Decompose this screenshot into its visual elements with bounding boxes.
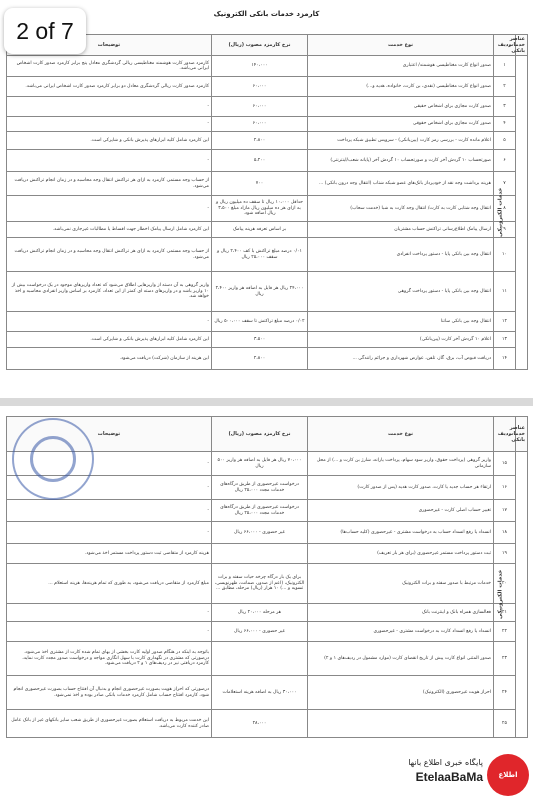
rate-cell: ۶۰،۰۰۰ [212, 77, 308, 97]
table-row [7, 272, 528, 312]
service-cell: صدور المثنی انواع کارت پیش از تاریخ انقضای کارت (موارد مشمول در ردیف‌های ۱ و ۲) [308, 642, 494, 676]
service-cell: ثبت دستور پرداخت مستمر غیرحضوری (برای هر بار تعریف) [308, 544, 494, 564]
rate-cell: بر اساس تعرفه هزینه پیامک [212, 222, 308, 238]
header-service: نوع خدمت [308, 35, 494, 56]
notes-cell: از حساب وجه مستمر، کارمزد به ازای هر تراکنش انتقال وجه محاسبه و در زمان انجام تراکنش دریافت می‌شود. [7, 172, 212, 196]
table-row [7, 117, 528, 132]
service-cell: خدمات مرتبط با صدور سفته و برات الکترونیک [308, 564, 494, 604]
document-page-1 [0, 0, 533, 398]
service-cell: انسداد یا رفع انسداد حساب به درخواست مشتری - غیرحضوری (کلیه حساب‌ها) [308, 522, 494, 544]
row-number: ۱۴ [494, 348, 516, 370]
service-cell: صدور انواع کارت مغناطیسی (نقدی، بن کارت، خانواده، هدیه و...) [308, 77, 494, 97]
rate-cell: غیر حضوری - ۶۶،۰۰۰ ریال [212, 522, 308, 544]
rate-cell: هر مرحله ۲۰،۰۰۰ ریال [212, 604, 308, 622]
notes-cell: - [7, 312, 212, 332]
service-cell: انسداد یا رفع انسداد کارت به درخواست مشتری - غیرحضوری [308, 622, 494, 642]
bank-seal-stamp [12, 418, 94, 500]
table-row [7, 604, 528, 622]
service-cell: هزینه برداشت وجه نقد از خودپرداز بانک‌های عضو شبکه شتاب (انتقال وجه درون بانکی) ... [308, 172, 494, 196]
row-number: ۱۹ [494, 544, 516, 564]
table-row [7, 564, 528, 604]
notes-cell: - [7, 452, 212, 476]
service-cell: ارتقاء هر حساب جدید یا کارت، صدور کارت هدیه (پس از صدور کارت) [308, 476, 494, 500]
table-row [7, 172, 528, 196]
table-row [7, 150, 528, 172]
row-number: ۱۱ [494, 272, 516, 312]
service-cell: صدور کارت مجازی برای اشخاص حقیقی [308, 97, 494, 117]
row-number: ۸ [494, 196, 516, 222]
rate-cell: ۲،۸۰۰ [212, 348, 308, 370]
table-row [7, 710, 528, 738]
service-cell: تغییر حساب اصلی کارت - غیرحضوری [308, 500, 494, 522]
row-number: ۷ [494, 172, 516, 196]
table-row [7, 332, 528, 348]
notes-cell: - [7, 622, 212, 642]
row-number: ۱۸ [494, 522, 516, 544]
header-notes: توضیحات [7, 35, 212, 56]
service-cell: اعلام ۱۰ گردش آخر کارت (پین‌بانکی) [308, 332, 494, 348]
service-cell: انتقال وجه بین بانکی پایا - دستور پرداخت انفرادی [308, 238, 494, 272]
notes-cell: هزینه کارمزد از متقاضی ثبت دستور پرداخت مستمر اخذ می‌شود. [7, 544, 212, 564]
service-cell [308, 710, 494, 738]
rate-cell: ۲،۸۰۰ [212, 132, 308, 150]
header-row-number: ردیف [494, 417, 516, 452]
notes-cell: واریز گروهی به آن دسته از واریزهایی اطلاق می‌شود که تعداد واریزهای موجود در یک درخواست بیش از ۱۰ واریز باشد و در واریزهای دسته ای کمتر از این تعداد، کارمزد بر اساس واریز انفرادی محاسبه و اخذ خواهد شد. [7, 272, 212, 312]
row-number: ۶ [494, 150, 516, 172]
page-count-badge: 2 of 7 [4, 8, 86, 54]
row-number: ۲۴ [494, 676, 516, 710]
row-number: ۱۷ [494, 500, 516, 522]
notes-cell: درصورتی که احراز هویت بصورت غیرحضوری انجام و بدنبال آن افتتاح حساب بصورت غیرحضوری انجام شود، کارمزد افتتاح حساب شامل کارمزد خدمات بانکی صادر بوده و اخذ نمی‌شود. [7, 676, 212, 710]
notes-cell: - [7, 500, 212, 522]
notes-cell: - [7, 150, 212, 172]
table-row [7, 642, 528, 676]
table-row [7, 348, 528, 370]
header-service: نوع خدمت [308, 417, 494, 452]
row-number: ۱۰ [494, 238, 516, 272]
rate-cell: ۲۴،۰۰۰ ریال هر فایل به اضافه هر واریز ۲،۴۰۰ ریال [212, 272, 308, 312]
table-row [7, 544, 528, 564]
row-number: ۱۲ [494, 312, 516, 332]
row-number: ۳ [494, 97, 516, 117]
notes-cell: - [7, 117, 212, 132]
service-cell: انتقال وجه بین بانکی ساتنا [308, 312, 494, 332]
category-label: خدمات الکترونیکی [497, 569, 504, 620]
table-row [7, 312, 528, 332]
service-cell: فعالسازی همراه بانک و اینترنت بانک [308, 604, 494, 622]
table-row [7, 56, 528, 77]
row-number: ۱۶ [494, 476, 516, 500]
rate-cell: درخواست غیرحضوری از طریق درگاه‌های خدمات مجدد ۲۵،۰۰۰ ریال [212, 500, 308, 522]
table-row [7, 676, 528, 710]
service-cell: صورتحساب ۱۰ گردش آخر کارت و صورتحساب ۱۰ گردش آخر (پایانه شعب/اینترنتی) [308, 150, 494, 172]
notes-cell: - [7, 97, 212, 117]
row-number: ۲۵ [494, 710, 516, 738]
service-cell: انتقال وجه شتابی کارت به کارت/ انتقال وجه کارت به شبا (خدمت سحاب) [308, 196, 494, 222]
notes-cell: - [7, 476, 212, 500]
table-row [7, 132, 528, 150]
watermark-line2: EtelaaBaMa [415, 770, 483, 784]
service-cell: انتقال وجه بین بانکی پایا - دستور پرداخت گروهی [308, 272, 494, 312]
row-number: ۹ [494, 222, 516, 238]
rate-cell: ۰/۰۱ درصد مبلغ تراکنش با کف ۲،۴۰۰ ریال و سقف ۲۵،۰۰۰ ریال [212, 238, 308, 272]
service-cell: صدور انواع کارت مغناطیسی هوشمند/ اعتباری [308, 56, 494, 77]
service-cell: اعلام مانده کارت - بررسی رمز کارت (پین‌بانکی) - سرویس تطبیق شبکه پرداخت [308, 132, 494, 150]
rate-cell: برای یک بار درگاه چرخه حیات سفته و برات الکترونیک، (اعم از صدور، ضمانت، ظهرنویسی، تسویه و ...) ۱۰ هزار (ریال) مرحله، مطابق ... [212, 564, 308, 604]
fee-table-1 [6, 34, 528, 370]
rate-cell: ۳،۵۰۰ [212, 332, 308, 348]
service-cell: دریافت قبوض آب، برق، گاز، تلفن، عوارض شهرداری و جرائم رانندگی ... [308, 348, 494, 370]
service-cell: صدور کارت مجازی برای اشخاص حقوقی [308, 117, 494, 132]
row-number: ۲۳ [494, 642, 516, 676]
notes-cell: این هزینه از سازمان (شرکت) دریافت می‌شود. [7, 348, 212, 370]
header-category: عناصر خدمات بانکی [516, 35, 528, 56]
header-notes: توضیحات [7, 417, 212, 452]
rate-cell: ۶۰،۰۰۰ [212, 117, 308, 132]
notes-cell: از حساب وجه مستمر، کارمزد به ازای هر تراکنش انتقال وجه محاسبه و در زمان انجام تراکنش دریافت می‌شود. [7, 238, 212, 272]
table-row [7, 196, 528, 222]
category-label: خدمات الکترونیکی [497, 187, 504, 238]
notes-cell: - [7, 196, 212, 222]
page-separator [0, 398, 533, 406]
header-category: عناصر خدمات بانکی [516, 417, 528, 452]
table-row [7, 222, 528, 238]
row-number: ۱۵ [494, 452, 516, 476]
service-cell: ارسال پیامک اطلاع‌رسانی تراکنش حساب مشتریان [308, 222, 494, 238]
notes-cell: این خدمت مربوط به دریافت استعلام بصورت غیرحضوری از طریق شعب سایر بانکهای غیر از بانک عامل صادر کننده کارت می‌باشد. [7, 710, 212, 738]
notes-cell: باتوجه به اینکه در هنگام صدور اولیه کارت بخشی از بهای تمام شده کارت از مشتری اخذ می‌شود، درصورتی که مشتری در نگهداری کارت با سهل انگاری مواجه و درخواست صدور مجدد کارت نماید، کارمزد دریافتی نیز در ردیف‌های ۱ و ۲ دریافت می‌شود. [7, 642, 212, 676]
notes-cell: این کارمزد شامل کلیه ابزارهای پذیرش بانکی و شاپرکی است. [7, 132, 212, 150]
etelaabama-logo-icon: اطلاع [487, 754, 529, 796]
row-number: ۲ [494, 77, 516, 97]
notes-cell: - [7, 604, 212, 622]
rate-cell: ۲۸،۰۰۰ [212, 710, 308, 738]
rate-cell: درخواست غیرحضوری از طریق درگاه‌های خدمات مجدد ۲۵،۰۰۰ ریال [212, 476, 308, 500]
header-row-number: ردیف [494, 35, 516, 56]
row-number: ۲۰ [494, 564, 516, 604]
watermark [372, 752, 533, 800]
row-number: ۲۱ [494, 604, 516, 622]
header-rate: نرخ کارمزد مصوب (ریال) [212, 35, 308, 56]
watermark-line1: پایگاه خبری اطلاع بانها [408, 758, 483, 767]
rate-cell: ۳۰،۰۰۰ ریال به اضافه هزینه استعلامات [212, 676, 308, 710]
table-row [7, 238, 528, 272]
row-number: ۱۳ [494, 332, 516, 348]
rate-cell: غیر حضوری - ۶۶،۰۰۰ ریال [212, 622, 308, 642]
table-row [7, 97, 528, 117]
notes-cell: مبلغ کارمزد از متقاضی دریافت می‌شود، به طوری که تمام هزینه‌ها، هزینه استعلام ... [7, 564, 212, 604]
table-row [7, 622, 528, 642]
service-cell: واریز گروهی (پرداخت حقوق، واریز سود سهام، پرداخت یارانه، شارژ بن کارت و ...) از محل سازمانی [308, 452, 494, 476]
table-row [7, 522, 528, 544]
rate-cell [212, 544, 308, 564]
rate-cell: حداقل ۱۰،۰۰۰ ریال تا سقف ده میلیون ریال و به ازای هر ده میلیون ریال مازاد مبلغ ۳،۵۰۰ ریال اضافه شود. [212, 196, 308, 222]
rate-cell [212, 642, 308, 676]
header-rate: نرخ کارمزد مصوب (ریال) [212, 417, 308, 452]
table-row [7, 500, 528, 522]
rate-cell: ۷۰۰ [212, 172, 308, 196]
table-row [7, 77, 528, 97]
notes-cell: این کارمزد شامل کلیه ابزارهای پذیرش بانکی و شاپرکی است. [7, 332, 212, 348]
notes-cell: کارمزد صدور کارت هوشمند مغناطیسی ریالی گردشگری معادل پنج برابر کارمزد صدور کارت اشخاص ایرانی می‌باشد. [7, 56, 212, 77]
notes-cell: این کارمزد شامل ارسال پیامک اخطار جهت اقساط یا مطالبات غیرجاری نمی‌باشد. [7, 222, 212, 238]
row-number: ۵ [494, 132, 516, 150]
row-number: ۴ [494, 117, 516, 132]
rate-cell: ۱۴۰،۰۰۰ [212, 56, 308, 77]
rate-cell: ۰/۰۲ درصد مبلغ تراکنش تا سقف ۵۰۰،۰۰۰ ریال [212, 312, 308, 332]
notes-cell: کارمزد صدور کارت ریالی گردشگری معادل دو برابر کارمزد صدور کارت اشخاص ایرانی می‌باشد. [7, 77, 212, 97]
row-number: ۱ [494, 56, 516, 77]
rate-cell: ۷۰،۰۰۰ ریال هر فایل به اضافه هر واریز ۵۰۰ ریال [212, 452, 308, 476]
service-cell: احراز هویت غیرحضوری (الکترونیک) [308, 676, 494, 710]
rate-cell: ۶۰،۰۰۰ [212, 97, 308, 117]
row-number: ۲۲ [494, 622, 516, 642]
notes-cell: - [7, 522, 212, 544]
rate-cell: ۵،۲۰۰ [212, 150, 308, 172]
page-title: کارمزد خدمات بانکی الکترونیک [213, 10, 320, 18]
